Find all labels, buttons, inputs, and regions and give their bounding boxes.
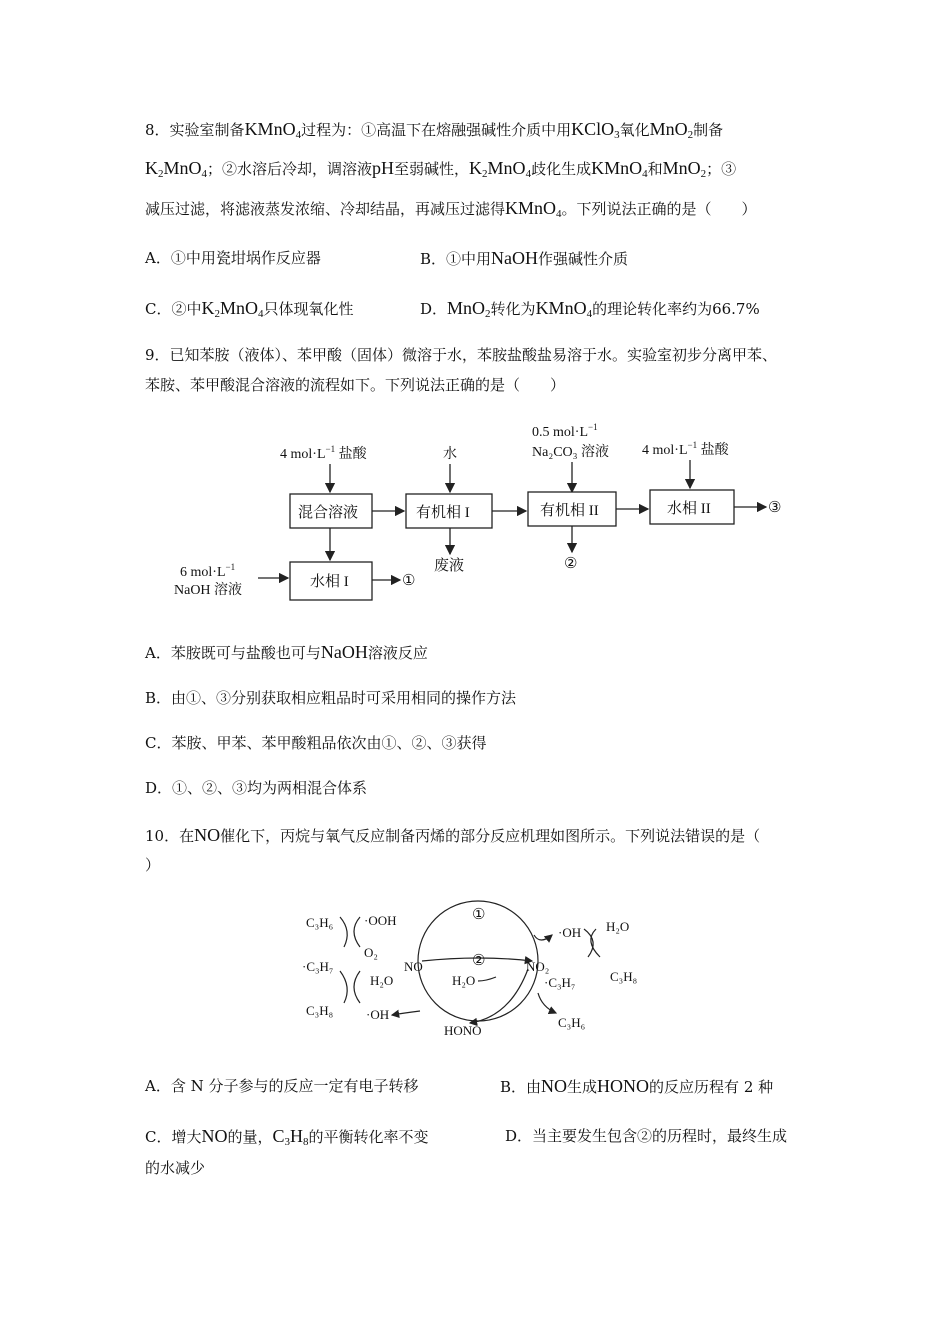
q8-option-c[interactable]: C．②中$K_2MnO_4$只体现氧化性 [145,298,354,320]
svg-text:混合溶液: 混合溶液 [298,505,359,521]
q9-option-b[interactable]: B．由①、③分别获取相应粗品时可采用相同的操作方法 [145,689,517,707]
q10-option-d[interactable]: D．当主要发生包含②的历程时，最终生成 [505,1127,788,1145]
svg-text:有机相 II: 有机相 II [540,503,599,519]
q10-stem-line2: ） [145,856,161,874]
q10-option-c[interactable]: C．增大NO的量，$C_3H_8$的平衡转化率不变 [145,1126,429,1148]
svg-text:6 mol·L−1: 6 $mol\cdot L^{-1}$ [180,562,236,580]
svg-text:①: ① [402,573,416,589]
q10-option-a[interactable]: A．含 N 分子参与的反应一定有电子转移 [145,1077,419,1095]
svg-text:·OH: ·OH [366,1007,390,1022]
q8-option-a[interactable]: A．①中用瓷坩埚作反应器 [145,249,321,267]
svg-text:废液: 废液 [434,558,465,574]
q9-option-c[interactable]: C．苯胺、甲苯、苯甲酸粗品依次由①、②、③获得 [145,734,487,752]
svg-text:NaOH 溶液: NaOH 溶液 [174,583,243,598]
q9-option-d[interactable]: D．①、②、③均为两相混合体系 [145,779,368,797]
svg-text:·C₃H₇: ·C₃H₇ [302,959,334,974]
q8-stem-line3: 减压过滤，将滤液蒸发浓缩、冷却结晶，再减压过滤得KMnO$_4$。下列说法正确的是（ ） [145,198,757,220]
q10-option-d-cont: 的水减少 [145,1159,206,1177]
svg-text:有机相 I: 有机相 I [416,505,470,521]
q10-stem-line1: 10．在NO催化下，丙烷与氧气反应制备丙烯的部分反应机理如图所示。下列说法错误的是（ [145,825,761,845]
svg-text:C₃H₈: C₃H₈ [306,1003,334,1018]
svg-text:①: ① [472,907,486,923]
q10-option-b[interactable]: B．由NO生成HONO的反应历程有 2 种 [500,1076,774,1096]
flow-reagent-na2co3: Na₂CO₃ 溶液 [532,445,610,460]
q9-stem-line1: 9．已知苯胺（液体）、苯甲酸（固体）微溶于水，苯胺盐酸盐易溶于水。实验室初步分离甲苯、 [145,346,778,364]
q9-stem-line2: 苯胺、苯甲酸混合溶液的流程如下。下列说法正确的是（ ） [145,376,566,394]
svg-text:水相 II: 水相 II [667,501,711,517]
svg-text:O₂: O₂ [364,945,378,960]
svg-text:H₂O: H₂O [370,973,394,988]
svg-text:NO₂: NO₂ [526,959,550,974]
svg-text:水相 I: 水相 I [310,574,349,590]
q8-stem-line1: 8．实验室制备KMnO$_4$过程为：①高温下在熔融强碱性介质中用KClO$_3$氧化MnO$_2$制备 [145,119,724,141]
svg-text:·OOH: ·OOH [364,913,397,928]
flow-reagent-na2co3-conc: 0.5 $mol\cdot L^{-1}$ [532,422,598,440]
svg-text:NO: NO [404,959,423,974]
q9-flow-diagram [170,418,820,608]
svg-text:③: ③ [768,500,782,516]
svg-text:C₃H₈: C₃H₈ [610,969,638,984]
q8-option-d[interactable]: D．MnO$_2$转化为KMnO$_4$的理论转化率约为66.7% [420,298,760,320]
flow-reagent-water: 水 [443,447,457,462]
q9-option-a[interactable]: A．苯胺既可与盐酸也可与NaOH溶液反应 [145,642,428,662]
q8-option-b[interactable]: B．①中用NaOH作强碱性介质 [420,248,629,268]
svg-text:②: ② [564,556,578,572]
svg-text:·C₃H₇: ·C₃H₇ [544,975,576,990]
flow-reagent-hcl-2: 4 $mol\cdot L^{-1}$ 盐酸 [642,440,729,458]
svg-text:H₂O: H₂O [452,973,476,988]
svg-text:②: ② [472,953,486,969]
svg-text:C₃H₆: C₃H₆ [558,1015,586,1030]
svg-text:·OH: ·OH [558,925,582,940]
svg-text:C₃H₆: C₃H₆ [306,915,334,930]
flow-reagent-hcl-1: 4 $mol\cdot L^{-1}$ 盐酸 [280,444,367,462]
svg-text:H₂O: H₂O [606,919,630,934]
q10-mechanism-diagram [300,895,660,1045]
q8-stem-line2: $K_2MnO_4$；②水溶后冷却，调溶液pH至弱碱性，$K_2MnO_4$歧化生成KMnO$_4$和MnO$_2$；③ [145,158,737,180]
svg-text:HONO: HONO [444,1023,482,1038]
